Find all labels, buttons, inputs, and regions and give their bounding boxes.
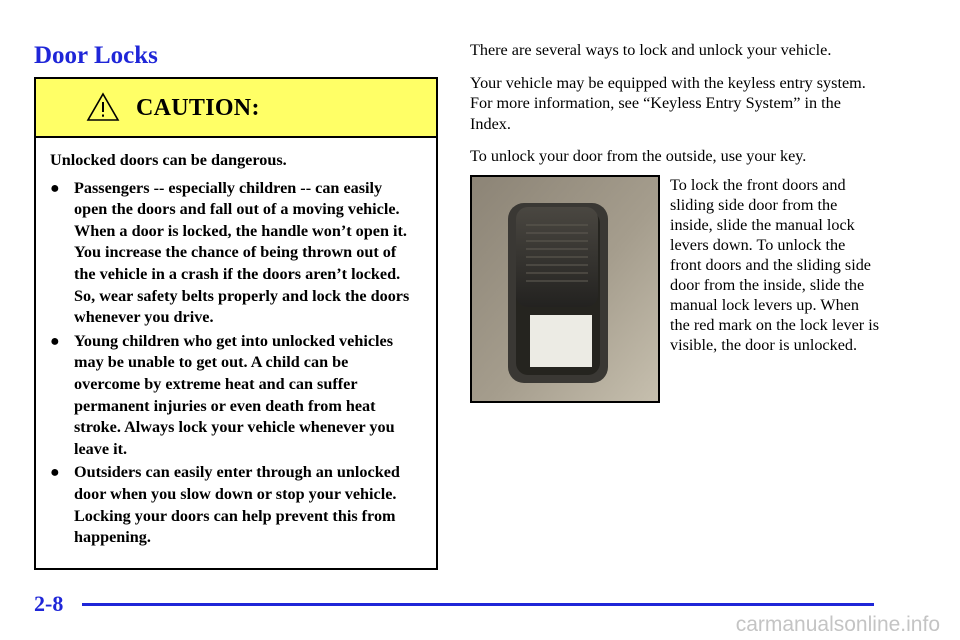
page-number: 2-8 xyxy=(34,591,64,616)
caution-bullet-item xyxy=(50,331,410,461)
bullet-icon: ● xyxy=(50,179,60,197)
caution-intro: Unlocked doors can be dangerous. xyxy=(50,151,287,169)
watermark: carmanualsonline.info xyxy=(735,613,940,636)
paragraph-unlock-outside: To unlock your door from the outside, use your key. xyxy=(470,147,807,165)
caution-bullet-item xyxy=(50,178,410,329)
caution-label: CAUTION: xyxy=(136,95,260,121)
footer-rule xyxy=(82,603,874,606)
bullet-icon: ● xyxy=(50,464,60,482)
caution-header xyxy=(36,79,436,138)
caution-bullet-item xyxy=(50,462,410,548)
bullet-icon: ● xyxy=(50,332,60,350)
paragraph-lock-ways: There are several ways to lock and unlock your vehicle. xyxy=(470,41,832,59)
caution-bullet-text: Young children who get into unlocked vehicles may be unable to get out. A child can be overcome by extreme heat and can suffer permanent injuries or even death from heat stroke. Always lock your vehicle whenever you leave it. xyxy=(74,331,395,458)
caution-bullet-text: Passengers -- especially children -- can easily open the doors and fall out of a moving vehicle. When a door is locked, the handle won’t open it. You increase the chance of being thrown out of the vehicle in a crash if the doors aren’t locked. So, wear safety belts properly and lock the doors whenever you drive. xyxy=(74,178,410,327)
lock-lever-instructions: To lock the front doors and sliding side door from the inside, slide the manual lock levers down. To unlock the front doors and the sliding side door from the inside, slide the manual lock levers up. When the red mark on the lock lever is visible, the door is unlocked. xyxy=(670,176,880,354)
caution-list xyxy=(50,178,410,549)
caution-bullet-text: Outsiders can easily enter through an unlocked door when you slow down or stop your vehicle. Locking your doors can help prevent this from happening. xyxy=(74,463,400,547)
caution-box xyxy=(34,77,438,570)
warning-triangle-icon xyxy=(86,92,120,122)
right-column xyxy=(470,40,880,179)
section-title: Door Locks xyxy=(34,42,158,69)
paragraph-keyless-entry: Your vehicle may be equipped with the keyless entry system. For more information, see “Keyless Entry System” in the Index. xyxy=(470,73,866,133)
caution-body xyxy=(36,138,436,549)
lock-lever-illustration xyxy=(472,177,658,401)
door-lock-lever-photo xyxy=(470,175,660,403)
